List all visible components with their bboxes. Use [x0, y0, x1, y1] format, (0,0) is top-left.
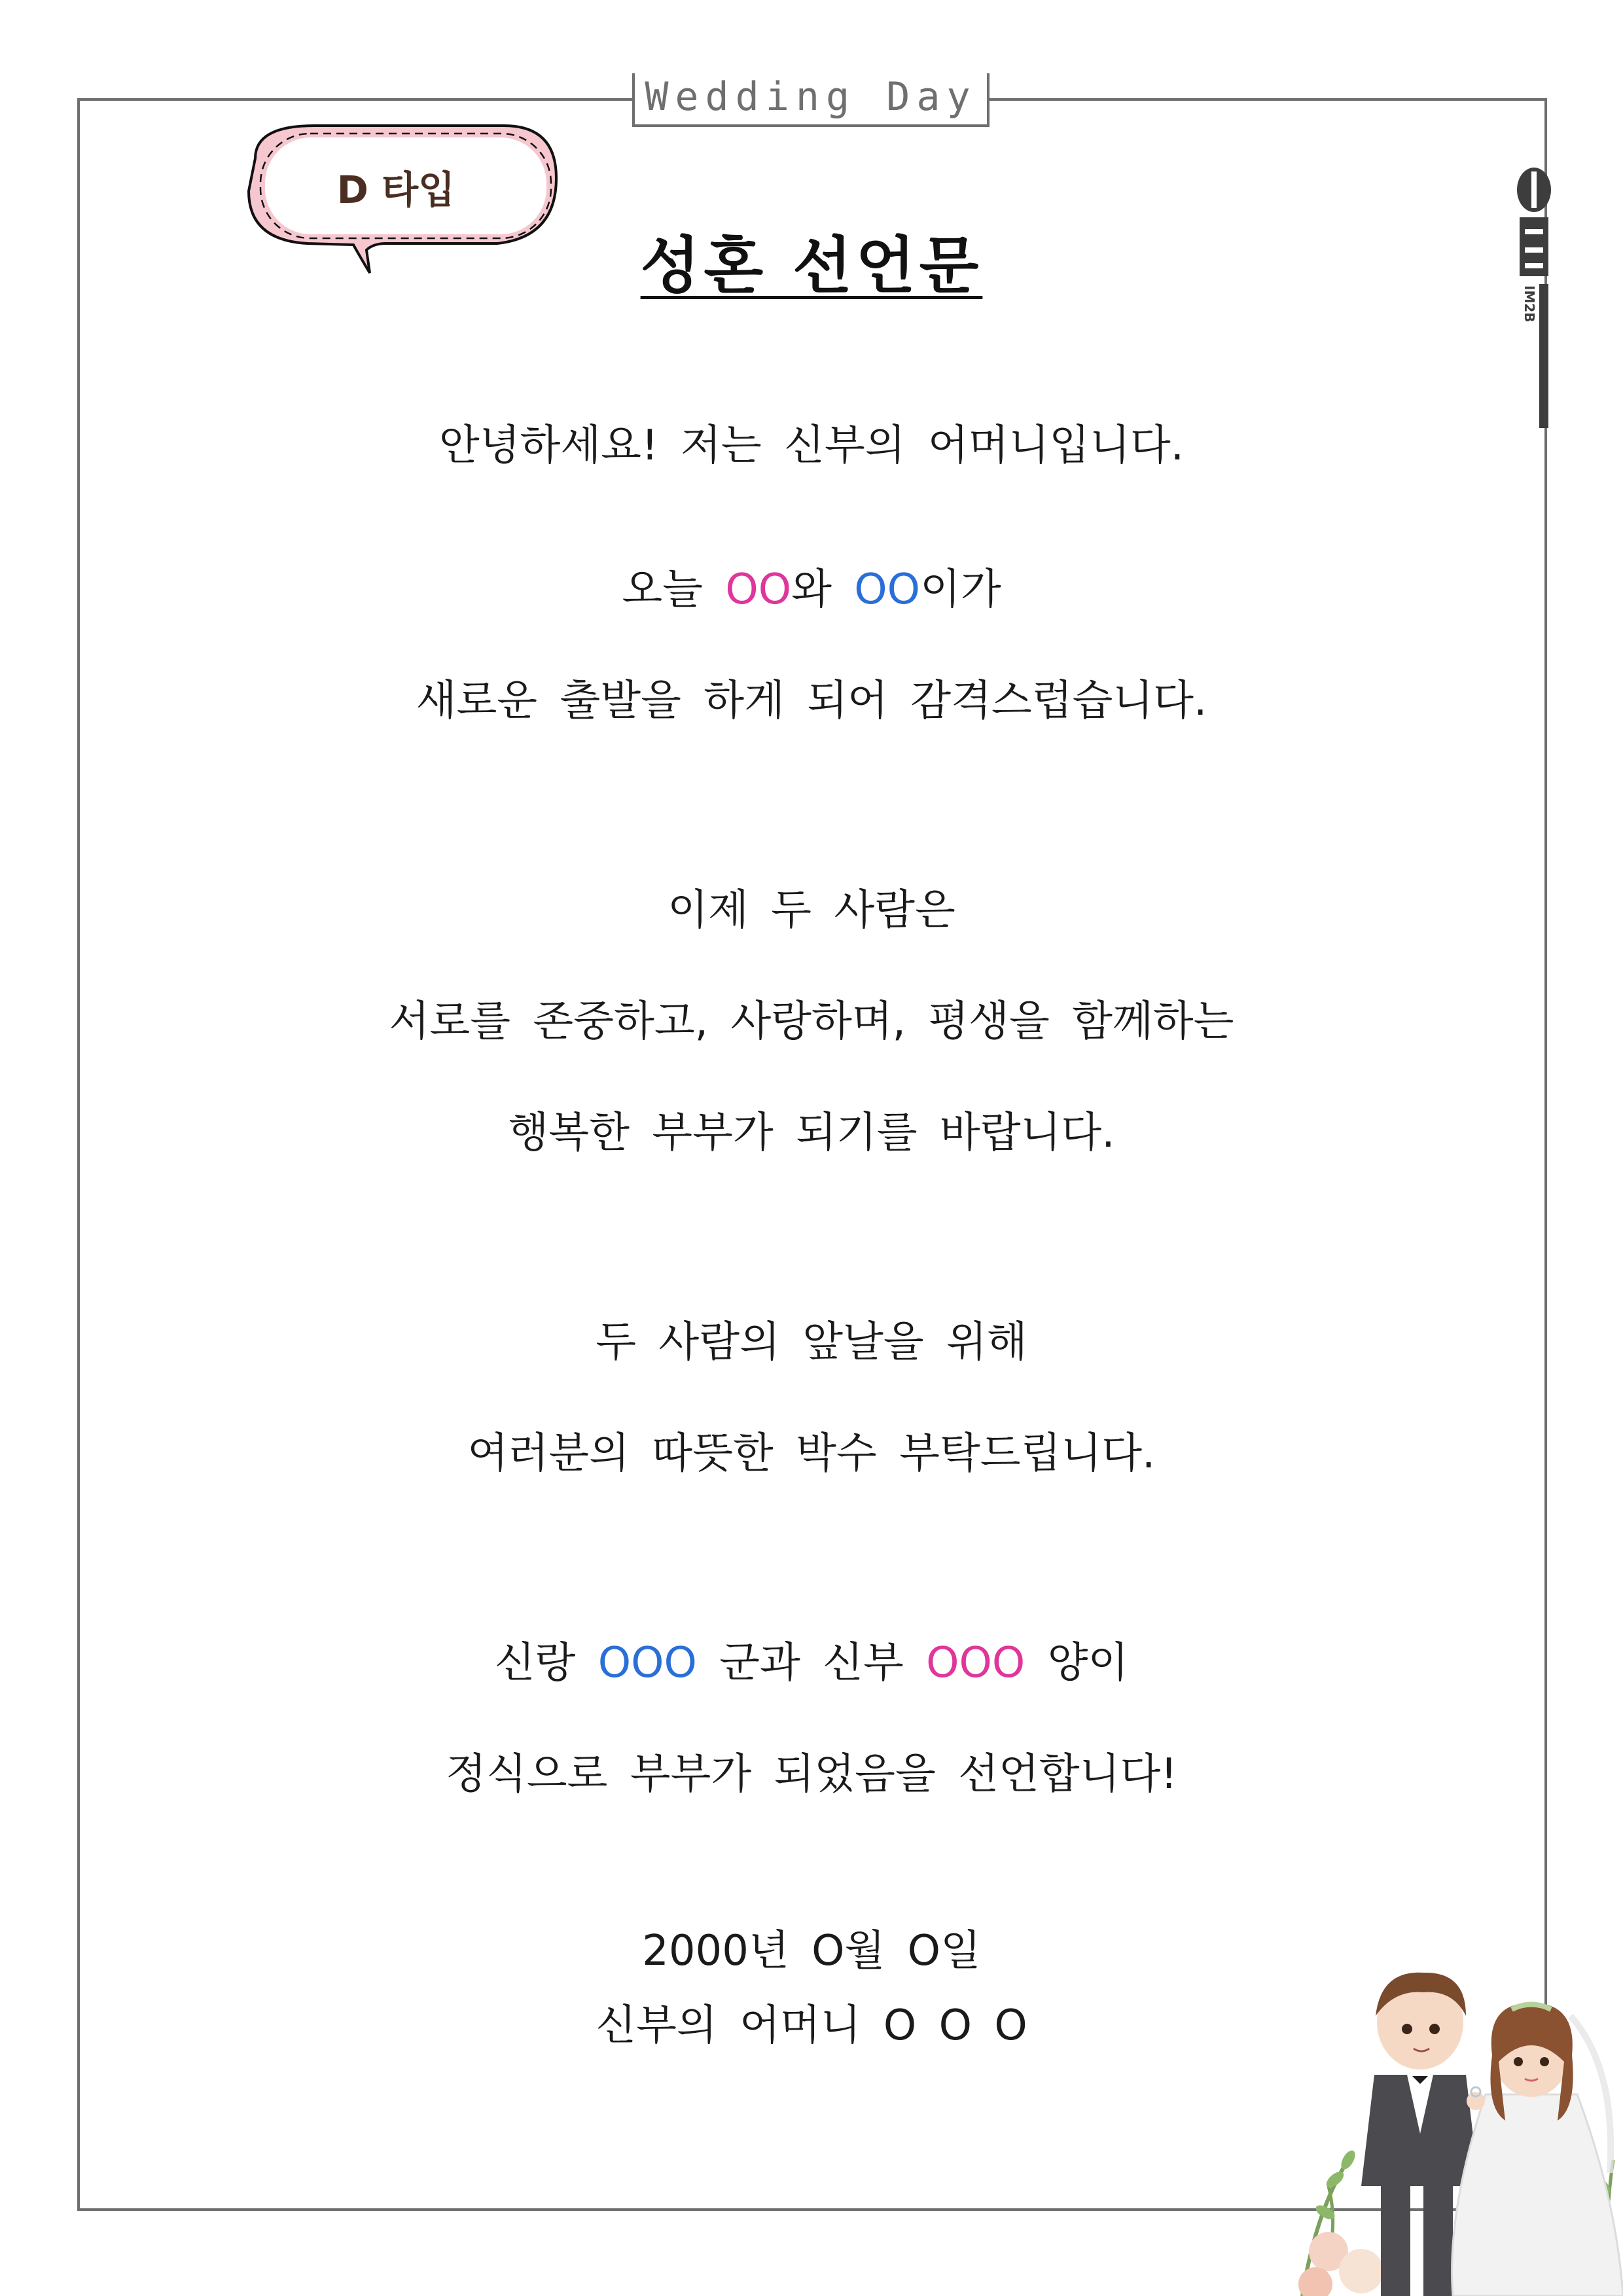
date-line: 2000년 O월 O일 — [642, 1927, 981, 1975]
header-tab — [632, 73, 990, 127]
hands — [1467, 2092, 1485, 2110]
greeting-line: 안녕하세요! 저는 신부의 어머니입니다. — [438, 422, 1185, 470]
today-mid: 와 — [791, 565, 855, 614]
brand-logo — [1516, 166, 1554, 428]
respect-line: 서로를 존중하고, 사랑하며, 평생을 함께하는 — [389, 997, 1234, 1046]
start-line: 새로운 출발을 하게 되어 감격스럽습니다. — [416, 677, 1207, 725]
title-text: 성혼 선언문 — [640, 230, 983, 302]
logo-text: IM2B — [1522, 285, 1537, 323]
signature-line: 신부의 어머니 O O O — [596, 2001, 1027, 2050]
happy-line: 행복한 부부가 되기를 바랍니다. — [508, 1109, 1115, 1157]
today-suffix: 이가 — [920, 565, 1001, 614]
bride-suffix: 양이 — [1025, 1639, 1129, 1687]
badge-label: D 타입 — [336, 168, 455, 212]
groom-short-name: OO — [854, 565, 920, 614]
bride-name: OOO — [926, 1639, 1026, 1687]
header-label: Wedding Day — [645, 74, 977, 120]
now-line: 이제 두 사람은 — [668, 886, 955, 935]
declaration-names-line — [0, 1634, 1623, 1693]
groom-name: OOO — [597, 1639, 697, 1687]
groom-prefix: 신랑 — [494, 1639, 598, 1687]
page-title — [0, 216, 1623, 304]
bride-figure — [1452, 2003, 1623, 2296]
declare-line: 정식으로 부부가 되었음을 선언합니다! — [446, 1750, 1177, 1799]
applause-line: 여러분의 따뜻한 박수 부탁드립니다. — [467, 1429, 1156, 1478]
wedding-couple-illustration — [1289, 1964, 1623, 2296]
couple-line — [0, 560, 1623, 619]
groom-mid: 군과 신부 — [696, 1639, 927, 1687]
today-prefix: 오늘 — [622, 565, 726, 614]
bride-short-name: OO — [725, 565, 792, 614]
future-line: 두 사람의 앞날을 위해 — [596, 1318, 1027, 1367]
